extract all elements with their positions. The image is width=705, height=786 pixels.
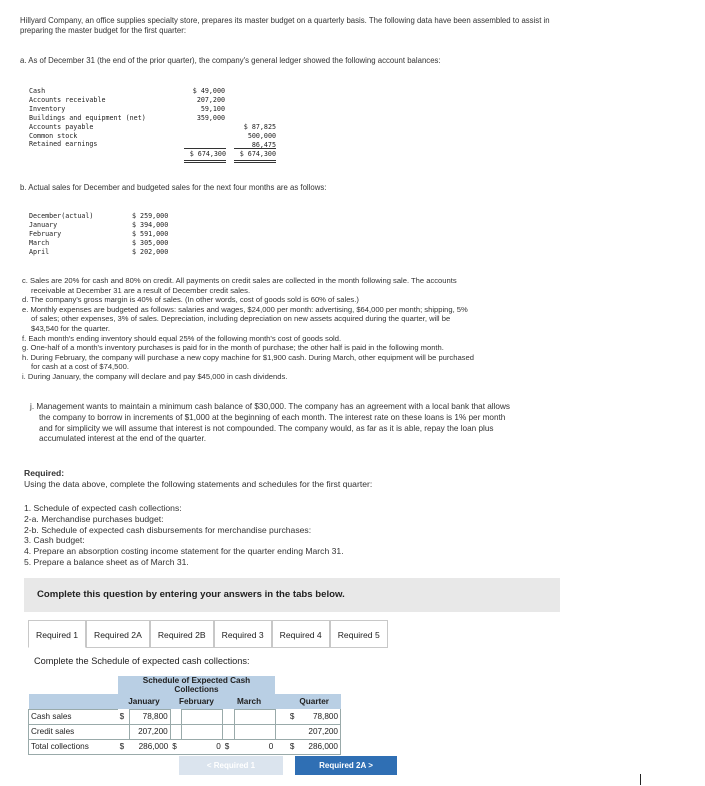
sales-amount: $ 305,000 [132, 238, 169, 247]
currency-symbol: $ [288, 739, 299, 754]
total-collections-quarter: 286,000 [299, 739, 340, 754]
ledger-total-credit: $ 674,300 [239, 150, 276, 158]
required-item: 5. Prepare a balance sheet as of March 31. [24, 556, 189, 567]
credit-sales-march-input[interactable] [234, 724, 275, 739]
ledger-accounts [29, 87, 146, 149]
ledger-credit: 86,475 [251, 140, 276, 149]
schedule-title: Schedule of Expected Cash Collections [118, 676, 276, 694]
ledger-account: Retained earnings [29, 140, 98, 149]
table-row [29, 709, 341, 724]
debit-rule [184, 148, 226, 149]
sales-amount: $ 202,000 [132, 247, 169, 256]
table-row [29, 724, 341, 739]
tab-instruction: Complete the Schedule of expected cash collections: [34, 656, 250, 666]
credit-double-rule [234, 160, 276, 163]
ledger-account: Inventory [29, 104, 66, 113]
sales-amount: $ 591,000 [132, 229, 169, 238]
row-label: Total collections [29, 739, 118, 754]
cash-sales-march-input[interactable] [234, 709, 275, 724]
sales-month: April [29, 247, 50, 256]
ledger-debit: $ 49,000 [192, 87, 225, 95]
sales-month: December(actual) [29, 212, 94, 220]
currency-symbol: $ [118, 739, 129, 754]
sales-month: January [29, 220, 58, 229]
credit-sales-january-input[interactable]: 207,200 [129, 724, 170, 739]
total-collections-march: 0 [234, 739, 275, 754]
row-label: Cash sales [29, 709, 118, 724]
cash-collections-table [28, 676, 341, 755]
ledger-debits [186, 87, 225, 123]
next-required-button[interactable]: Required 2A > [295, 756, 397, 775]
ledger-debit: 207,200 [196, 95, 225, 104]
tab-required-2b[interactable]: Required 2B [150, 620, 214, 648]
cash-sales-february-input[interactable] [182, 709, 223, 724]
ledger-credit: $ 87,825 [243, 123, 276, 131]
tab-required-2a[interactable]: Required 2A [86, 620, 150, 648]
tab-required-5[interactable]: Required 5 [330, 620, 388, 648]
required-item: 2-b. Schedule of expected cash disbursements for merchandise purchases: [24, 524, 312, 535]
list-item: e. Monthly expenses are budgeted as follows: salaries and wages, $24,000 per month: advertising, $64,000 per month; shipping, 5% of sales; other expenses, 3% of sales. Depreciation, including depreciation on new assets acquired during the quarter, will be $43,540 for the quarter. [22, 304, 468, 333]
ledger-debit: 359,000 [196, 113, 225, 122]
item-b-text: b. Actual sales for December and budgeted sales for the next four months are as follows: [20, 183, 327, 192]
item-j: j. Management wants to maintain a minimum cash balance of $30,000. The company has an agreement with a local bank that allows the company to borrow in increments of $1,000 at the beginning of each month. The interest rate on these loans is 1% per month and for simplicity we will assume that interest is not compounded. The company would, as far as it is able, repay the loan plus accumulated interest at the end of the quarter. [30, 402, 510, 444]
ledger-credits [236, 123, 276, 150]
tab-required-1[interactable]: Required 1 [28, 620, 86, 648]
tab-required-3[interactable]: Required 3 [214, 620, 272, 648]
currency-symbol: $ [118, 709, 129, 724]
list-item: f. Each month's ending inventory should equal 25% of the following month's cost of goods sold. [22, 333, 342, 343]
required-item: 3. Cash budget: [24, 535, 85, 546]
col-january: January [118, 694, 171, 709]
ledger-total-debit: $ 674,300 [189, 150, 226, 158]
sales-months [29, 212, 93, 257]
item-a-text: a. As of December 31 (the end of the prior quarter), the company's general ledger showed the following account balances: [20, 56, 441, 65]
tab-required-4[interactable]: Required 4 [272, 620, 330, 648]
question-banner-text: Complete this question by entering your answers in the tabs below. [37, 589, 345, 600]
col-quarter: Quarter [288, 694, 341, 709]
table-row [29, 739, 341, 754]
sales-amount: $ 394,000 [132, 220, 169, 229]
ledger-account: Accounts receivable [29, 95, 106, 104]
list-item: h. During February, the company will purchase a new copy machine for $1,900 cash. During March, other equipment will be purchased for cash at a cost of $74,500. [22, 352, 474, 372]
required-list [24, 503, 344, 568]
cash-sales-quarter: 78,800 [299, 709, 340, 724]
required-section [24, 468, 372, 489]
credit-rule [234, 148, 276, 149]
sales-month: March [29, 238, 50, 247]
cash-sales-january-input[interactable]: 78,800 [129, 709, 170, 724]
required-title: Required: [24, 468, 65, 478]
required-item: 1. Schedule of expected cash collections: [24, 503, 182, 513]
sales-amounts [132, 212, 168, 257]
currency-symbol: $ [170, 739, 181, 754]
prev-required-button[interactable]: < Required 1 [179, 756, 283, 775]
col-march: March [223, 694, 276, 709]
total-collections-january: 286,000 [129, 739, 170, 754]
tab-bar [28, 620, 388, 648]
ledger-account: Buildings and equipment (net) [29, 113, 146, 122]
col-february: February [170, 694, 223, 709]
text-cursor [640, 774, 641, 785]
credit-sales-quarter: 207,200 [299, 724, 340, 739]
list-item: g. One-half of a month's inventory purchases is paid for in the month of purchase; the other half is paid in the following month. [22, 343, 444, 353]
ledger-account: Cash [29, 87, 46, 95]
row-label: Credit sales [29, 724, 118, 739]
sales-amount: $ 259,000 [132, 212, 169, 220]
ledger-account: Accounts payable [29, 122, 94, 131]
currency-symbol: $ [223, 739, 234, 754]
ledger-credit: 500,000 [247, 131, 276, 140]
intro-text: Hillyard Company, an office supplies specialty store, prepares its master budget on a quarterly basis. The following data have been assembled to assist in preparing the master budget for the first quarter: [20, 16, 550, 36]
debit-double-rule [184, 160, 226, 163]
required-item: 2-a. Merchandise purchases budget: [24, 513, 164, 524]
required-text: Using the data above, complete the following statements and schedules for the first quarter: [24, 478, 373, 489]
list-item: d. The company's gross margin is 40% of sales. (In other words, cost of goods sold is 60% of sales.) [22, 295, 359, 305]
sales-month: February [29, 229, 62, 238]
list-item: c. Sales are 20% for cash and 80% on credit. All payments on credit sales are collected in the month following sale. The accounts receivable at December 31 are a result of December credit sales. [22, 276, 457, 295]
required-item: 4. Prepare an absorption costing income statement for the quarter ending March 31. [24, 546, 344, 557]
total-collections-february: 0 [182, 739, 223, 754]
ledger-debit: 59,100 [200, 104, 225, 113]
list-item: i. During January, the company will declare and pay $45,000 in cash dividends. [22, 371, 288, 381]
currency-symbol: $ [288, 709, 299, 724]
items-c-i [22, 276, 582, 382]
credit-sales-february-input[interactable] [182, 724, 223, 739]
ledger-account: Common stock [29, 131, 78, 140]
question-banner [24, 578, 560, 612]
